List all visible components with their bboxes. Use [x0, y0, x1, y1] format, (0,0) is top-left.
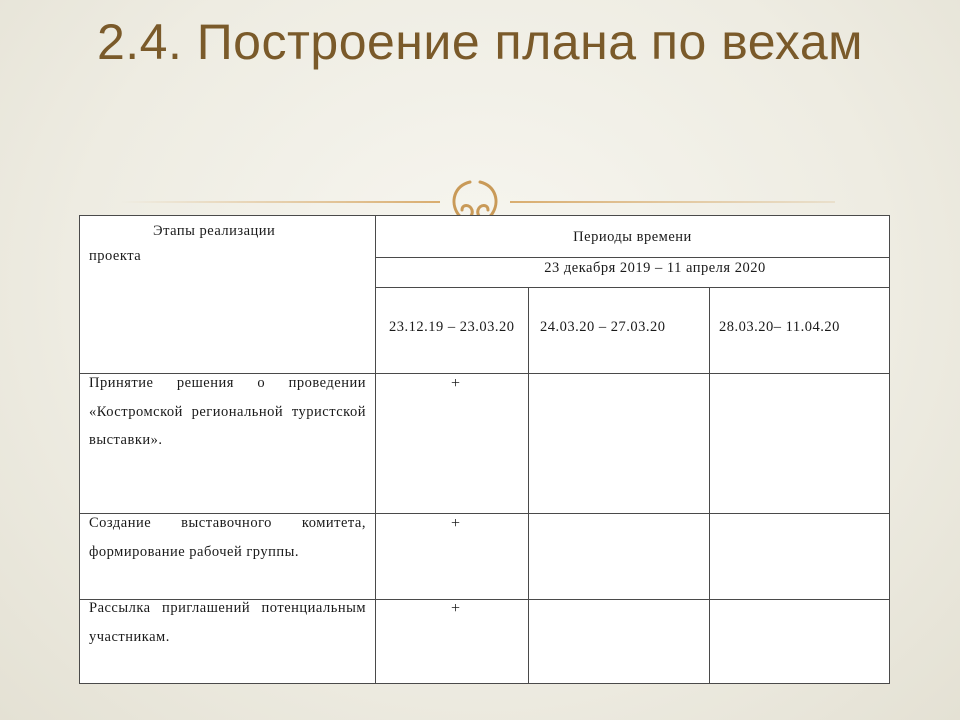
milestone-table — [79, 215, 890, 684]
table-row-2-stage: Создание выставочного комитета, формирование рабочей группы. — [89, 515, 366, 560]
period-3-label: 28.03.20– 11.04.20 — [719, 319, 840, 335]
slide-title: 2.4. Построение плана по вехам — [96, 14, 864, 70]
table-row-2-mark-1: + — [451, 515, 461, 532]
table-row-3-stage: Рассылка приглашений потенциальным участникам. — [89, 600, 366, 645]
table-row-1-mark-1: + — [451, 375, 461, 392]
table-row-1-stage: Принятие решения о проведении «Костромской региональной туристской выставки». — [89, 375, 366, 448]
header-stages-label: Этапы реализации проекта — [89, 223, 276, 264]
header-periods-label: Периоды времени — [573, 229, 692, 245]
header-period-column-1 — [389, 313, 524, 342]
title-divider-left — [120, 201, 440, 203]
table-row-3-mark-1: + — [451, 600, 461, 617]
header-period-column-3 — [719, 313, 859, 342]
header-range-label: 23 декабря 2019 – 11 апреля 2020 — [544, 260, 766, 276]
title-divider-right — [510, 201, 835, 203]
period-2-label: 24.03.20 – 27.03.20 — [540, 319, 666, 335]
period-1-label: 23.12.19 – 23.03.20 — [389, 319, 515, 335]
header-period-column-2 — [540, 313, 700, 342]
